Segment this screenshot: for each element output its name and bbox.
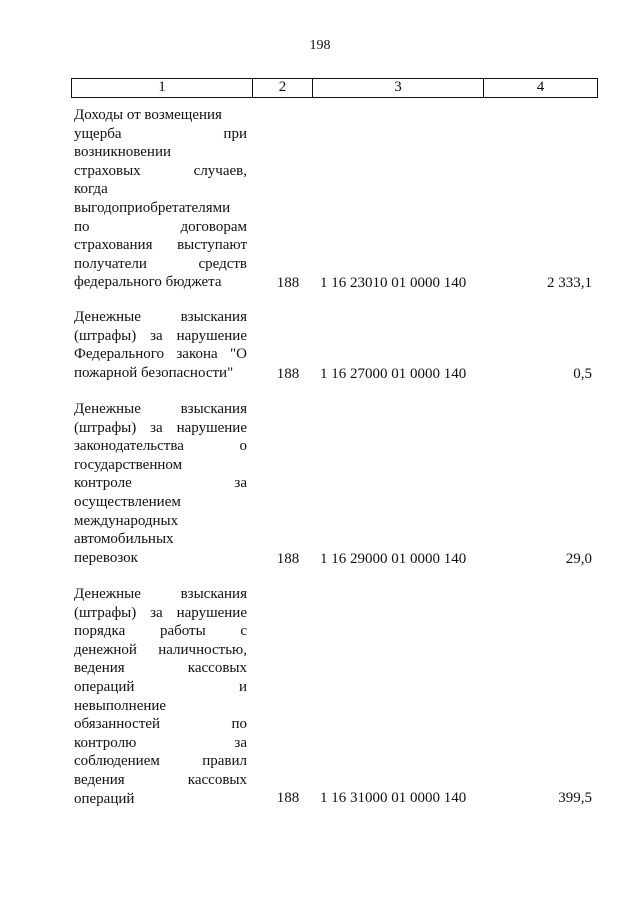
table-row — [0, 308, 640, 383]
header-col-3: 3 — [313, 79, 484, 97]
budget-code: 1 16 27000 01 0000 140 — [320, 366, 467, 382]
description-line: страхования выступают — [74, 237, 247, 254]
description-line: пожарной безопасности" — [74, 364, 234, 381]
description-line: порядка работы с — [74, 623, 247, 640]
admin-code: 188 — [276, 366, 300, 382]
description-line: возникновении — [74, 144, 172, 161]
row-description — [74, 106, 247, 292]
budget-code: 1 16 23010 01 0000 140 — [320, 275, 467, 291]
description-line: ведения кассовых — [74, 771, 247, 788]
description-line: страховых случаев, — [74, 162, 247, 179]
table-row — [0, 106, 640, 292]
header-col-4: 4 — [536, 79, 545, 95]
description-line: обязанностей по — [74, 716, 247, 733]
description-line: Денежные взыскания — [74, 586, 247, 602]
amount: 2 333,1 — [547, 275, 592, 291]
description-line: ведения кассовых — [74, 660, 247, 677]
description-line: (штрафы) за нарушение — [74, 604, 247, 621]
header-col-2: 2 — [253, 79, 313, 97]
description-line: законодательства о — [74, 438, 247, 455]
description-line: когда — [74, 181, 108, 198]
description-line: Федерального закона "О — [74, 346, 247, 363]
admin-code: 188 — [276, 790, 300, 806]
table-row — [0, 585, 640, 807]
budget-code: 1 16 31000 01 0000 140 — [320, 790, 467, 806]
row-description — [74, 400, 247, 567]
admin-code: 188 — [276, 275, 300, 291]
table-row — [0, 400, 640, 568]
row-description — [74, 585, 247, 808]
description-line: ущерба при — [74, 125, 247, 142]
amount: 399,5 — [558, 790, 592, 806]
description-line: получатели средств — [74, 255, 247, 272]
description-line: осуществлением — [74, 493, 181, 510]
description-line: невыполнение — [74, 697, 167, 714]
description-line: операций и — [74, 678, 247, 695]
description-line: денежной наличностью, — [74, 641, 247, 658]
description-line: выгодоприобретателями — [74, 199, 231, 216]
page-number: 198 — [309, 38, 331, 53]
header-col-1: 1 — [72, 79, 253, 97]
description-line: Денежные взыскания — [74, 401, 247, 417]
description-line: соблюдением правил — [74, 753, 247, 770]
description-line: контроле за — [74, 475, 247, 492]
description-line: международных — [74, 512, 179, 529]
description-line: федерального бюджета — [74, 274, 222, 291]
description-line: операций — [74, 790, 135, 807]
admin-code: 188 — [276, 551, 300, 567]
description-line: Денежные взыскания — [74, 309, 247, 325]
budget-code: 1 16 29000 01 0000 140 — [320, 551, 467, 567]
row-description — [74, 308, 247, 382]
amount: 29,0 — [565, 551, 592, 567]
amount: 0,5 — [573, 366, 592, 382]
description-line: по договорам — [74, 218, 247, 235]
description-line: (штрафы) за нарушение — [74, 327, 247, 344]
description-line: автомобильных — [74, 531, 174, 548]
description-line: Доходы от возмещения — [74, 107, 222, 123]
table-header — [71, 78, 598, 98]
description-line: (штрафы) за нарушение — [74, 419, 247, 436]
description-line: государственном — [74, 456, 183, 473]
description-line: контролю за — [74, 734, 247, 751]
description-line: перевозок — [74, 549, 138, 566]
